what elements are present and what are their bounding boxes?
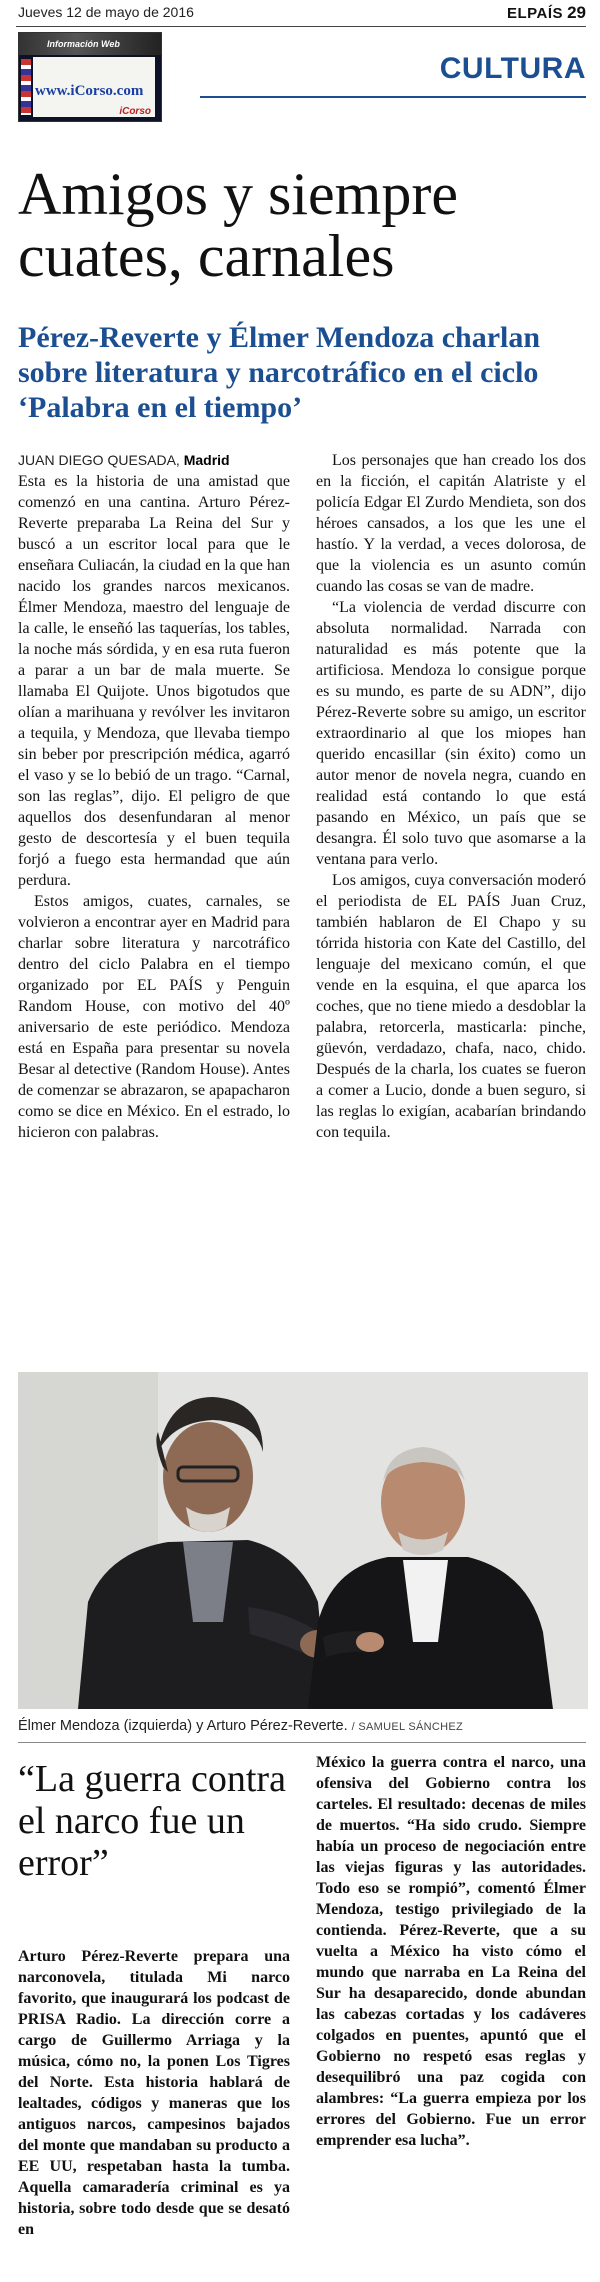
article-column-2 xyxy=(316,450,586,1143)
logo-flag-icon xyxy=(21,59,31,115)
sidebar-paragraph: Arturo Pérez-Reverte prepara una narconovela, titulada Mi narco favorito, que inaugurará los podcast de PRISA Radio. La dirección corre a cargo de Guillermo Arriaga y la música, cómo no, la ponen Los Tigres del Norte. Esta historia hablará de lealtades, códigos y maneras que los antiguos narcos, campesinos bajados del monte que mandaban su producto a EE UU, respetaban hasta la tumba. Aquella camaradería criminal es ya historia, sobre todo desde que se desató en xyxy=(18,1948,290,2238)
photo-illustration xyxy=(18,1372,588,1709)
icorso-logo[interactable] xyxy=(18,32,162,122)
top-rule xyxy=(16,26,586,27)
sidebar-title: “La guerra contra el narco fue un error” xyxy=(18,1758,286,1884)
issue-date: Jueves 12 de mayo de 2016 xyxy=(18,4,194,20)
publication-name: ELPAÍS xyxy=(507,5,564,22)
byline-author: JUAN DIEGO QUESADA, xyxy=(18,452,180,468)
byline-place: Madrid xyxy=(183,452,230,468)
sidebar-column-1 xyxy=(18,1946,290,2240)
section-rule xyxy=(200,96,586,98)
paragraph: Estos amigos, cuates, carnales, se volvieron a encontrar ayer en Madrid para charlar sobre literatura y narcotráfico dentro del ciclo Palabra en el tiempo organizado por EL PAÍS y Penguin Random House, con motivo del 40º aniversario de este periódico. Mendoza está en España para presentar su novela Besar al detective (Random House). Antes de comenzar se abrazaron, se apapacharon como se dice en México. En el estrado, lo hicieron con palabras. xyxy=(18,893,290,1141)
paragraph: Los amigos, cuya conversación moderó el periodista de EL PAÍS Juan Cruz, también hablaron de El Chapo y su tórrida historia con Kate del Castillo, del lenguaje del mexicano común, el que vende en la esquina, el que aparca los coches, que no tiene miedo a desdoblar la palabra, retorcerla, masticarla: pinche, güevón, verdadazo, chafa, naco, chido. Después de la charla, los cuates se fueron a comer a Lucio, donde a buen seguro, si las reglas lo exigían, acabarían brindando con tequila. xyxy=(316,872,586,1141)
article-column-1 xyxy=(18,450,290,1143)
paragraph: “La violencia de verdad discurre con absoluta normalidad. Narrada con naturalidad es más potente que la artificiosa. Mendoza lo consigue porque es su mundo, es parte de su ADN”, dijo Pérez-Reverte sobre su amigo, un escritor extraordinario al que los miopes han querido encasillar (sin éxito) como un autor menor de novela negra, cuando en realidad está contando lo que está pasando en México, un país que se desangra. Él solo tuvo que asomarse a la ventana para verlo. xyxy=(316,599,586,868)
photo-credit: / SAMUEL SÁNCHEZ xyxy=(351,1721,463,1733)
sidebar-paragraph: México la guerra contra el narco, una ofensiva del Gobierno contra los carteles. El resultado: decenas de miles de muertos. “Ha sido crudo. Siempre había un proceso de negociación entre las viejas figuras y las autoridades. Todo eso se rompió”, comentó Élmer Mendoza, testigo privilegiado de la contienda. Pérez-Reverte, que a su vuelta a México ha visto cómo el mundo que narraba en La Reina del Sur ha desaparecido, donde abundan las cabezas cortadas y los cadáveres colgados en puentes, apuntó que el Gobierno no respetó esas reglas y desequilibró una paz cogida con alambres: “La guerra empieza por los errores del Gobierno. Fue un error emprender esa lucha”. xyxy=(316,1754,586,2149)
caption-text: Élmer Mendoza (izquierda) y Arturo Pérez-Reverte. xyxy=(18,1718,348,1734)
paragraph: Los personajes que han creado los dos en la ficción, el capitán Alatriste y el policía Edgar El Zurdo Mendieta, son dos héroes cansados, a los que les une el hastío. Y la verdad, a veces dolorosa, de que la violencia es un asunto común cuando las cosas se van de madre. xyxy=(316,452,586,595)
masthead xyxy=(507,3,586,23)
article-photo xyxy=(18,1372,588,1709)
deck: Pérez-Reverte y Élmer Mendoza charlan sobre literatura y narcotráfico en el ciclo ‘Palabra en el tiempo’ xyxy=(18,321,541,424)
sidebar-column-2 xyxy=(316,1752,586,2151)
page-number: 29 xyxy=(567,3,586,22)
caption-rule xyxy=(18,1742,586,1743)
byline xyxy=(18,450,290,471)
paragraph: Esta es la historia de una amistad que comenzó en una cantina. Arturo Pérez-Reverte preparaba La Reina del Sur y buscó a un escritor local para que le enseñara Culiacán, la ciudad en la que han nacido los grandes narcos mexicanos. Élmer Mendoza, maestro del lenguaje de la calle, le enseñó las taquerías, los tables, la noche más sórdida, y en esa ruta fueron a parar a un bar de mala muerte. Se llamaba El Quijote. Unos bigotudos que olían a marihuana y revólver les invitaron a tequila, y Mendoza, que llevaba tiempo sin beber por prescripción médica, agarró el vaso y se lo bebió de un trago. “Carnal, son las reglas”, dijo. El peligro de que aquellos dos desenfundaran al menor gesto de descortesía y el buen tequila forjó a fuego esta hermandad que aún perdura. xyxy=(18,473,290,889)
headline: Amigos y siempre cuates, carnales xyxy=(18,161,458,289)
section-title: CULTURA xyxy=(439,52,586,85)
logo-website: www.iCorso.com xyxy=(35,83,144,99)
logo-brand: iCorso xyxy=(119,106,151,117)
logo-header-text: Información Web xyxy=(47,39,120,49)
photo-caption xyxy=(18,1718,588,1734)
